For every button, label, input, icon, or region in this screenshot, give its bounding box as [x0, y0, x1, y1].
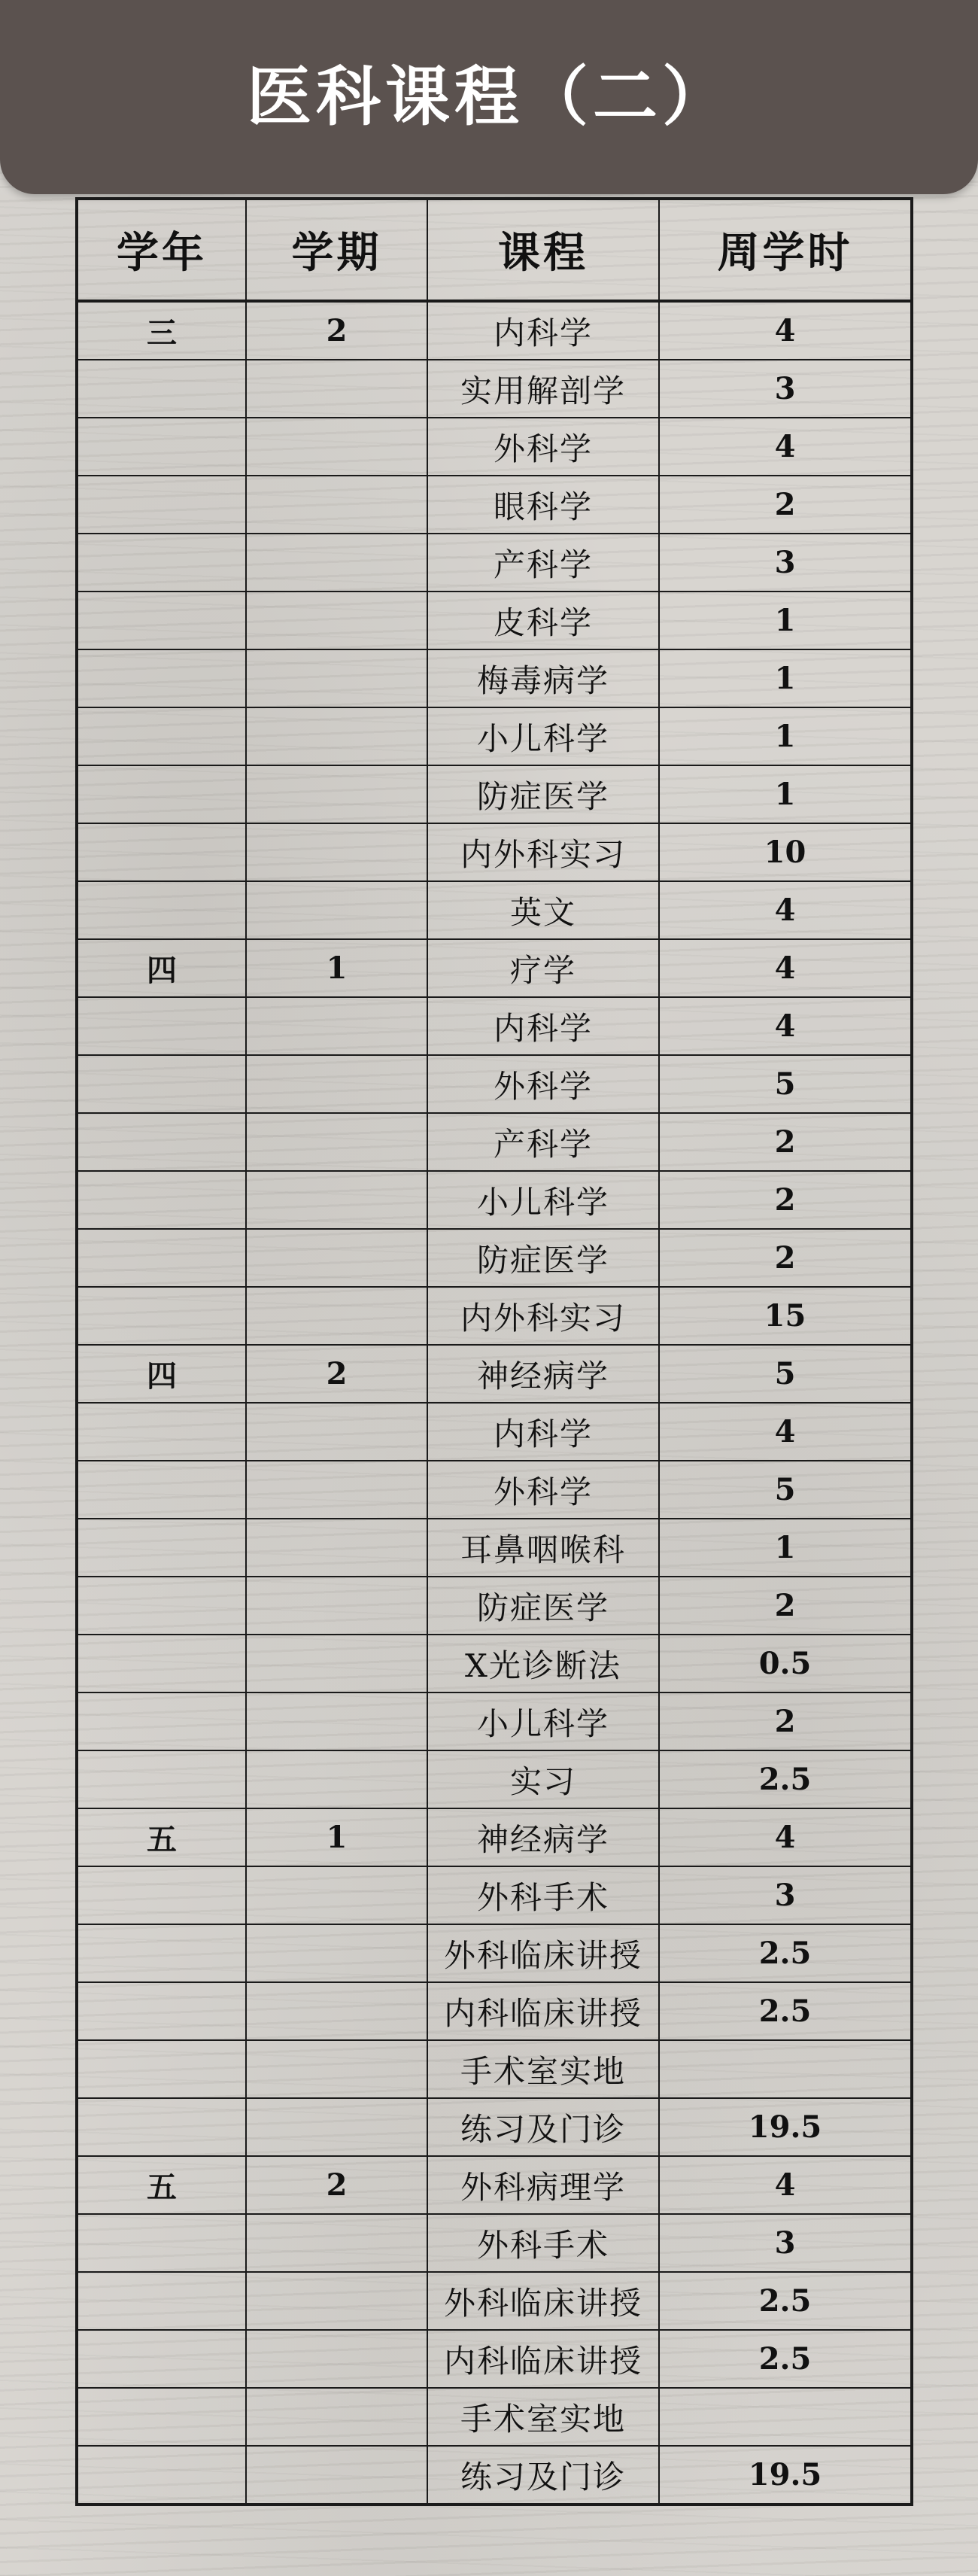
table-row — [77, 1692, 912, 1750]
cell-term — [246, 2272, 427, 2330]
cell-weekly-hours — [659, 2040, 912, 2098]
cell-course: 手术室实地 — [427, 2388, 659, 2446]
cell-course: 外科临床讲授 — [427, 1924, 659, 1982]
cell-weekly-hours: 5 — [659, 1055, 912, 1113]
table-row — [77, 649, 912, 707]
cell-term — [246, 765, 427, 823]
cell-weekly-hours: 15 — [659, 1287, 912, 1345]
cell-year — [77, 1403, 246, 1461]
cell-year — [77, 1692, 246, 1750]
cell-course: 练习及门诊 — [427, 2446, 659, 2505]
cell-course: 疗学 — [427, 939, 659, 997]
table-row — [77, 1519, 912, 1577]
course-table-body — [77, 301, 912, 2505]
cell-year — [77, 1113, 246, 1171]
cell-year — [77, 1866, 246, 1924]
cell-weekly-hours: 5 — [659, 1461, 912, 1519]
cell-weekly-hours: 1 — [659, 592, 912, 649]
cell-course: 练习及门诊 — [427, 2098, 659, 2156]
table-row — [77, 997, 912, 1055]
cell-weekly-hours: 3 — [659, 360, 912, 418]
table-row — [77, 1750, 912, 1808]
cell-year — [77, 1229, 246, 1287]
cell-term — [246, 1635, 427, 1692]
cell-course: 内科学 — [427, 1403, 659, 1461]
cell-term — [246, 1982, 427, 2040]
cell-course: 防症医学 — [427, 1229, 659, 1287]
cell-year — [77, 592, 246, 649]
cell-course: 内外科实习 — [427, 823, 659, 881]
cell-year — [77, 2040, 246, 2098]
cell-weekly-hours: 10 — [659, 823, 912, 881]
cell-weekly-hours: 0.5 — [659, 1635, 912, 1692]
cell-weekly-hours: 2.5 — [659, 2330, 912, 2388]
cell-term — [246, 649, 427, 707]
cell-course: 皮科学 — [427, 592, 659, 649]
table-row — [77, 881, 912, 939]
header-year: 学年 — [77, 199, 246, 301]
cell-weekly-hours: 2 — [659, 1692, 912, 1750]
table-row — [77, 1287, 912, 1345]
cell-year — [77, 2446, 246, 2505]
cell-course: X光诊断法 — [427, 1635, 659, 1692]
cell-course: 眼科学 — [427, 476, 659, 534]
cell-weekly-hours: 1 — [659, 649, 912, 707]
cell-weekly-hours: 3 — [659, 534, 912, 592]
cell-year — [77, 1287, 246, 1345]
table-row — [77, 2272, 912, 2330]
table-row — [77, 707, 912, 765]
cell-weekly-hours: 3 — [659, 1866, 912, 1924]
cell-term — [246, 1577, 427, 1635]
table-row — [77, 1461, 912, 1519]
cell-course: 外科病理学 — [427, 2156, 659, 2214]
table-row — [77, 1635, 912, 1692]
table-row — [77, 1982, 912, 2040]
cell-year — [77, 1055, 246, 1113]
cell-term — [246, 418, 427, 476]
cell-year — [77, 534, 246, 592]
cell-course: 实用解剖学 — [427, 360, 659, 418]
page-title: 医科课程（二） — [247, 59, 731, 135]
table-row — [77, 1924, 912, 1982]
header-course: 课程 — [427, 199, 659, 301]
table-row — [77, 2040, 912, 2098]
course-table-container — [75, 197, 910, 2506]
cell-weekly-hours: 2 — [659, 1113, 912, 1171]
cell-course: 耳鼻咽喉科 — [427, 1519, 659, 1577]
cell-term — [246, 1519, 427, 1577]
table-row — [77, 534, 912, 592]
cell-term — [246, 2098, 427, 2156]
cell-course: 梅毒病学 — [427, 649, 659, 707]
cell-year — [77, 707, 246, 765]
cell-term — [246, 2388, 427, 2446]
cell-year: 三 — [77, 301, 246, 360]
cell-term — [246, 1171, 427, 1229]
cell-year — [77, 476, 246, 534]
cell-term — [246, 881, 427, 939]
cell-year — [77, 1750, 246, 1808]
cell-term: 2 — [246, 301, 427, 360]
cell-year — [77, 2098, 246, 2156]
cell-term — [246, 1287, 427, 1345]
cell-year — [77, 1461, 246, 1519]
cell-course: 内科临床讲授 — [427, 1982, 659, 2040]
cell-term — [246, 2040, 427, 2098]
cell-term — [246, 1461, 427, 1519]
cell-term — [246, 360, 427, 418]
cell-term — [246, 1750, 427, 1808]
cell-course: 外科学 — [427, 418, 659, 476]
cell-course: 防症医学 — [427, 1577, 659, 1635]
cell-term — [246, 2330, 427, 2388]
cell-term — [246, 2446, 427, 2505]
cell-weekly-hours: 2.5 — [659, 1982, 912, 2040]
cell-course: 产科学 — [427, 534, 659, 592]
cell-course: 内科临床讲授 — [427, 2330, 659, 2388]
table-row — [77, 939, 912, 997]
cell-term: 1 — [246, 939, 427, 997]
cell-term — [246, 997, 427, 1055]
header-weekly-hours: 周学时 — [659, 199, 912, 301]
cell-term — [246, 1692, 427, 1750]
table-row — [77, 1113, 912, 1171]
cell-term — [246, 1866, 427, 1924]
cell-year — [77, 2388, 246, 2446]
cell-weekly-hours: 2 — [659, 1577, 912, 1635]
cell-year: 五 — [77, 2156, 246, 2214]
cell-term — [246, 823, 427, 881]
cell-course: 小儿科学 — [427, 1692, 659, 1750]
cell-course: 外科手术 — [427, 1866, 659, 1924]
cell-weekly-hours: 2 — [659, 1171, 912, 1229]
table-row — [77, 2330, 912, 2388]
cell-course: 实习 — [427, 1750, 659, 1808]
cell-weekly-hours: 2.5 — [659, 1750, 912, 1808]
cell-term — [246, 1113, 427, 1171]
cell-term: 1 — [246, 1808, 427, 1866]
table-row — [77, 2388, 912, 2446]
table-row — [77, 2156, 912, 2214]
cell-weekly-hours: 4 — [659, 1808, 912, 1866]
table-row — [77, 2446, 912, 2505]
cell-course: 外科临床讲授 — [427, 2272, 659, 2330]
table-row — [77, 360, 912, 418]
cell-weekly-hours: 1 — [659, 765, 912, 823]
cell-year — [77, 418, 246, 476]
table-row — [77, 418, 912, 476]
cell-course: 神经病学 — [427, 1808, 659, 1866]
cell-weekly-hours: 4 — [659, 301, 912, 360]
cell-weekly-hours: 2.5 — [659, 1924, 912, 1982]
cell-term: 2 — [246, 2156, 427, 2214]
table-row — [77, 592, 912, 649]
cell-year — [77, 997, 246, 1055]
table-row — [77, 1229, 912, 1287]
cell-weekly-hours — [659, 2388, 912, 2446]
cell-weekly-hours: 4 — [659, 1403, 912, 1461]
course-table — [75, 197, 913, 2506]
cell-weekly-hours: 2.5 — [659, 2272, 912, 2330]
cell-course: 神经病学 — [427, 1345, 659, 1403]
cell-weekly-hours: 4 — [659, 997, 912, 1055]
cell-course: 英文 — [427, 881, 659, 939]
cell-year — [77, 765, 246, 823]
cell-course: 外科学 — [427, 1461, 659, 1519]
cell-year — [77, 2272, 246, 2330]
cell-year — [77, 1171, 246, 1229]
cell-course: 内外科实习 — [427, 1287, 659, 1345]
cell-term: 2 — [246, 1345, 427, 1403]
cell-year — [77, 881, 246, 939]
cell-weekly-hours: 5 — [659, 1345, 912, 1403]
cell-year: 四 — [77, 939, 246, 997]
table-row — [77, 2214, 912, 2272]
cell-course: 产科学 — [427, 1113, 659, 1171]
cell-term — [246, 1229, 427, 1287]
cell-term — [246, 476, 427, 534]
cell-term — [246, 534, 427, 592]
cell-weekly-hours: 4 — [659, 939, 912, 997]
cell-weekly-hours: 3 — [659, 2214, 912, 2272]
cell-year: 四 — [77, 1345, 246, 1403]
cell-term — [246, 707, 427, 765]
cell-weekly-hours: 2 — [659, 476, 912, 534]
cell-year: 五 — [77, 1808, 246, 1866]
cell-course: 外科手术 — [427, 2214, 659, 2272]
cell-course: 手术室实地 — [427, 2040, 659, 2098]
cell-course: 小儿科学 — [427, 707, 659, 765]
cell-course: 外科学 — [427, 1055, 659, 1113]
cell-course: 小儿科学 — [427, 1171, 659, 1229]
cell-course: 防症医学 — [427, 765, 659, 823]
cell-weekly-hours: 2 — [659, 1229, 912, 1287]
table-row — [77, 1808, 912, 1866]
table-row — [77, 2098, 912, 2156]
cell-year — [77, 1635, 246, 1692]
cell-weekly-hours: 19.5 — [659, 2098, 912, 2156]
cell-year — [77, 1519, 246, 1577]
cell-term — [246, 1403, 427, 1461]
cell-year — [77, 1577, 246, 1635]
cell-year — [77, 360, 246, 418]
cell-term — [246, 1055, 427, 1113]
header-term: 学期 — [246, 199, 427, 301]
table-row — [77, 1055, 912, 1113]
cell-course: 内科学 — [427, 997, 659, 1055]
table-row — [77, 1403, 912, 1461]
cell-year — [77, 1924, 246, 1982]
cell-year — [77, 2214, 246, 2272]
header-row — [77, 199, 912, 301]
cell-course: 内科学 — [427, 301, 659, 360]
cell-weekly-hours: 1 — [659, 707, 912, 765]
cell-weekly-hours: 4 — [659, 2156, 912, 2214]
cell-term — [246, 592, 427, 649]
table-row — [77, 823, 912, 881]
cell-term — [246, 2214, 427, 2272]
cell-weekly-hours: 4 — [659, 418, 912, 476]
cell-term — [246, 1924, 427, 1982]
cell-year — [77, 1982, 246, 2040]
table-row — [77, 1171, 912, 1229]
table-row — [77, 765, 912, 823]
title-banner — [0, 0, 978, 194]
cell-year — [77, 823, 246, 881]
cell-year — [77, 649, 246, 707]
table-row — [77, 1345, 912, 1403]
table-row — [77, 1577, 912, 1635]
cell-weekly-hours: 4 — [659, 881, 912, 939]
cell-weekly-hours: 19.5 — [659, 2446, 912, 2505]
table-row — [77, 1866, 912, 1924]
cell-weekly-hours: 1 — [659, 1519, 912, 1577]
table-row — [77, 476, 912, 534]
table-row — [77, 301, 912, 360]
cell-year — [77, 2330, 246, 2388]
